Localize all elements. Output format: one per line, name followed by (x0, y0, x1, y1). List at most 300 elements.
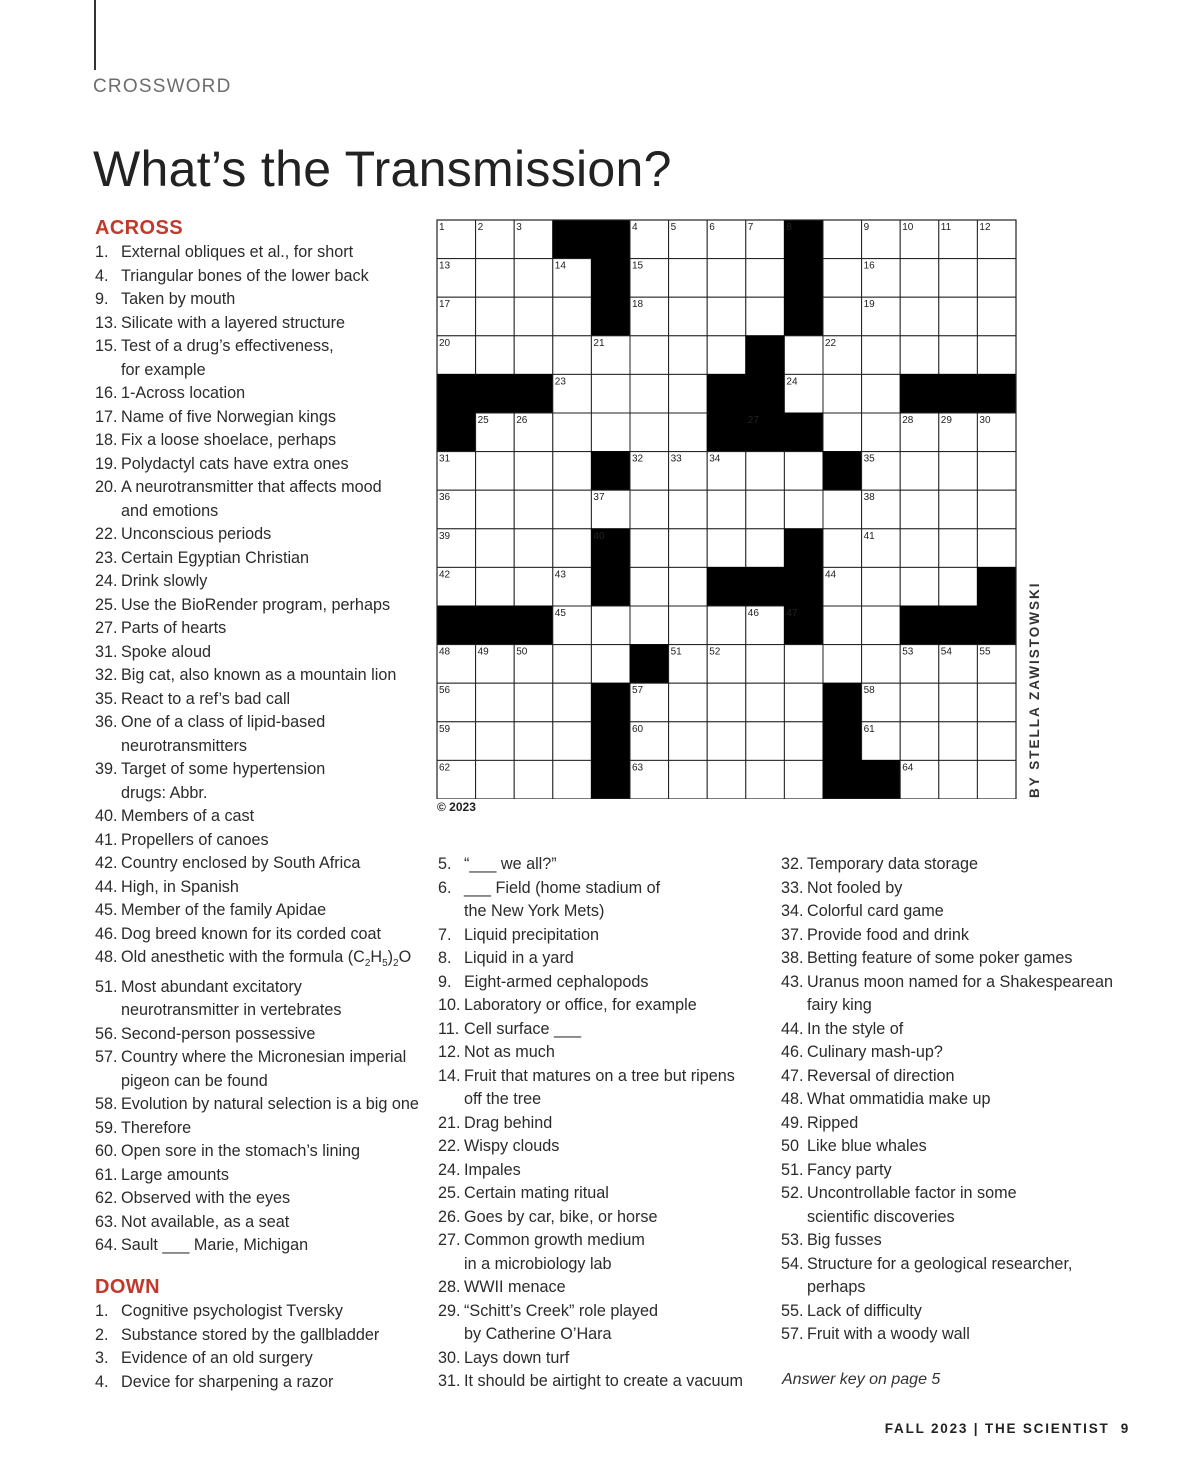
grid-cell[interactable] (553, 490, 592, 529)
grid-cell[interactable] (514, 760, 553, 799)
clue-text (807, 1041, 943, 1065)
clue-item (95, 641, 425, 665)
cell-number: 38 (863, 492, 875, 504)
clue-text (121, 406, 336, 430)
clue-line: Most abundant excitatory (121, 977, 302, 996)
cell-number: 58 (863, 685, 875, 697)
grid-cell[interactable] (862, 606, 901, 645)
grid-cell[interactable] (669, 297, 708, 336)
clue-item (781, 924, 1121, 948)
clue-text (121, 1234, 308, 1258)
clue-item (781, 947, 1121, 971)
clue-number: 37. (781, 925, 804, 944)
grid-block (514, 374, 553, 413)
clue-line: Certain Egyptian Christian (121, 548, 310, 567)
grid-cell[interactable] (476, 760, 515, 799)
section-kicker: CROSSWORD (93, 76, 232, 97)
grid-block (823, 683, 862, 722)
grid-cell[interactable] (669, 722, 708, 761)
grid-cell[interactable] (823, 490, 862, 529)
clue-text (807, 900, 944, 924)
across-clues (95, 241, 425, 1258)
grid-cell[interactable] (669, 259, 708, 298)
clue-number: 57. (781, 1325, 804, 1343)
clue-item (438, 994, 768, 1018)
grid-block (591, 259, 630, 298)
grid-cell[interactable] (746, 760, 785, 799)
clue-item (95, 852, 425, 876)
cell-number: 55 (979, 646, 991, 658)
grid-cell[interactable] (977, 722, 1016, 761)
grid-cell[interactable] (977, 683, 1016, 722)
clue-number: 28. (438, 1278, 461, 1296)
grid-cell[interactable] (476, 336, 515, 375)
clue-line: neurotransmitters (121, 736, 247, 755)
clue-item (95, 265, 425, 289)
clue-line: Provide food and drink (807, 925, 969, 944)
grid-cell[interactable] (784, 452, 823, 491)
grid-cell[interactable] (669, 490, 708, 529)
clue-item (95, 711, 425, 758)
cell-number: 2 (477, 222, 484, 233)
grid-cell[interactable] (553, 529, 592, 568)
clue-line: Ripped (807, 1113, 859, 1132)
grid-cell[interactable] (900, 490, 939, 529)
cell-number: 46 (747, 608, 759, 619)
clue-line: High, in Spanish (121, 877, 239, 896)
clue-number: 1. (95, 243, 109, 261)
cell-number: 17 (439, 299, 451, 311)
grid-cell[interactable] (939, 297, 978, 336)
clue-item (438, 1135, 768, 1159)
clue-number: 36. (95, 713, 118, 731)
cell-number: 62 (439, 762, 451, 774)
grid-cell[interactable] (977, 297, 1016, 336)
clue-text (121, 876, 239, 900)
clue-number: 4. (95, 266, 109, 285)
clue-item (438, 947, 768, 971)
cell-number: 29 (940, 415, 952, 426)
clue-text (807, 1112, 858, 1136)
clue-text (807, 947, 1072, 971)
clue-number: 53. (781, 1231, 804, 1249)
grid-cell[interactable] (630, 374, 669, 413)
grid-cell[interactable] (630, 567, 669, 606)
clue-line: React to a ref’s bad call (121, 689, 291, 708)
clue-item (438, 1206, 768, 1230)
clue-number: 46. (781, 1043, 804, 1061)
grid-block (977, 374, 1016, 413)
clue-text (121, 1023, 315, 1047)
clue-number: 50 (781, 1137, 800, 1155)
grid-cell[interactable] (476, 452, 515, 491)
grid-cell[interactable] (746, 490, 785, 529)
grid-cell[interactable] (476, 490, 515, 529)
cell-number: 26 (516, 415, 528, 426)
down-heading: DOWN (95, 1276, 160, 1298)
grid-cell[interactable] (707, 606, 746, 645)
cell-number: 40 (593, 530, 605, 542)
clue-text (121, 711, 325, 758)
grid-cell[interactable] (707, 722, 746, 761)
clue-item (781, 1229, 1121, 1253)
cell-number: 57 (632, 685, 644, 697)
clue-number: 39. (95, 760, 118, 778)
clue-text (464, 1018, 581, 1042)
clue-item (95, 1046, 425, 1093)
grid-cell[interactable] (669, 683, 708, 722)
grid-cell[interactable] (591, 606, 630, 645)
clue-text (464, 1229, 645, 1276)
grid-cell[interactable] (476, 259, 515, 298)
down-clues-col1 (95, 1300, 425, 1394)
grid-cell[interactable] (784, 683, 823, 722)
grid-cell[interactable] (900, 297, 939, 336)
grid-cell[interactable] (939, 683, 978, 722)
clue-number: 61. (95, 1165, 118, 1184)
clue-number: 20. (95, 478, 118, 496)
clue-number: 29. (438, 1301, 461, 1320)
cell-number: 64 (902, 762, 914, 774)
grid-cell[interactable] (784, 645, 823, 684)
clue-item (781, 1253, 1121, 1300)
grid-cell[interactable] (669, 606, 708, 645)
grid-cell[interactable] (669, 413, 708, 452)
grid-cell[interactable] (707, 490, 746, 529)
clue-text (121, 1093, 419, 1117)
grid-cell[interactable] (746, 722, 785, 761)
clue-number: 7. (438, 925, 452, 944)
clue-number: 9. (95, 290, 109, 308)
grid-cell[interactable] (553, 760, 592, 799)
cell-number: 52 (709, 646, 721, 658)
grid-block (900, 606, 939, 645)
grid-cell[interactable] (862, 413, 901, 452)
clue-number: 8. (438, 949, 452, 967)
cell-number: 1 (439, 222, 445, 233)
clue-number: 33. (781, 878, 804, 897)
grid-cell[interactable] (707, 259, 746, 298)
grid-cell[interactable] (746, 297, 785, 336)
grid-cell[interactable] (476, 567, 515, 606)
grid-cell[interactable] (553, 413, 592, 452)
clue-number: 25. (95, 595, 118, 614)
cell-number: 13 (439, 260, 451, 272)
clue-item (95, 946, 425, 976)
grid-cell[interactable] (900, 452, 939, 491)
grid-cell[interactable] (707, 760, 746, 799)
grid-cell[interactable] (630, 336, 669, 375)
grid-block (784, 413, 823, 452)
clue-line: Structure for a geological researcher, perhaps (807, 1254, 1077, 1296)
grid-cell[interactable] (862, 567, 901, 606)
grid-cell[interactable] (784, 490, 823, 529)
clue-text (121, 570, 207, 594)
clue-item (95, 1117, 425, 1141)
grid-cell[interactable] (939, 722, 978, 761)
grid-cell[interactable] (591, 374, 630, 413)
grid-cell[interactable] (977, 529, 1016, 568)
grid-cell[interactable] (707, 683, 746, 722)
grid-cell[interactable] (977, 336, 1016, 375)
clue-line: Old anesthetic with the formula $(C_2H_5)_2O$ (121, 948, 412, 970)
clue-number: 45. (95, 901, 118, 919)
grid-cell[interactable] (553, 336, 592, 375)
grid-cell[interactable] (977, 452, 1016, 491)
grid-cell[interactable] (630, 490, 669, 529)
grid-block (707, 374, 746, 413)
grid-cell[interactable] (514, 336, 553, 375)
clue-item (781, 971, 1121, 1018)
grid-cell[interactable] (553, 683, 592, 722)
clue-item (95, 547, 425, 571)
grid-cell[interactable] (939, 529, 978, 568)
grid-cell[interactable] (900, 683, 939, 722)
clue-number: 15. (95, 337, 118, 355)
clue-line: Lays down turf (464, 1348, 570, 1367)
cell-number: 27 (747, 415, 759, 426)
clue-item (781, 1112, 1121, 1136)
cell-number: 35 (863, 453, 875, 465)
clue-line: Sault ___ Marie, Michigan (121, 1236, 309, 1255)
answer-key-note: Answer key on page 5 (782, 1371, 941, 1388)
clue-number: 48. (781, 1090, 804, 1108)
clue-line: by Catherine O’Hara (464, 1325, 612, 1343)
cell-number: 15 (632, 260, 644, 272)
grid-cell[interactable] (784, 760, 823, 799)
clue-line: Evidence of an old surgery (121, 1349, 313, 1367)
clue-text (464, 1347, 569, 1371)
grid-cell[interactable] (823, 413, 862, 452)
grid-cell[interactable] (823, 259, 862, 298)
cell-number: 60 (632, 723, 644, 735)
clue-line: Betting feature of some poker games (807, 949, 1073, 967)
clue-item (438, 1370, 768, 1394)
grid-cell[interactable] (939, 259, 978, 298)
clue-number: 32. (95, 666, 118, 684)
grid-cell[interactable] (591, 645, 630, 684)
grid-cell[interactable] (900, 259, 939, 298)
clue-item (95, 1093, 425, 1117)
crossword-grid[interactable] (436, 219, 1018, 799)
grid-block (784, 529, 823, 568)
grid-block (977, 606, 1016, 645)
clue-number: 27. (95, 619, 118, 637)
grid-block (591, 567, 630, 606)
grid-cell[interactable] (784, 722, 823, 761)
clue-text (807, 1253, 1121, 1300)
grid-cell[interactable] (707, 297, 746, 336)
grid-cell[interactable] (823, 374, 862, 413)
clue-line: pigeon can be found (121, 1071, 268, 1090)
clue-text (121, 476, 382, 523)
clue-text (807, 1065, 955, 1089)
grid-cell[interactable] (514, 452, 553, 491)
clue-line: One of a class of lipid-based (121, 713, 326, 731)
grid-cell[interactable] (900, 336, 939, 375)
cell-number: 41 (863, 530, 875, 542)
grid-cell[interactable] (669, 374, 708, 413)
clue-text (121, 758, 325, 805)
clue-number: 63. (95, 1212, 118, 1231)
grid-cell[interactable] (862, 336, 901, 375)
clue-line: Use the BioRender program, perhaps (121, 595, 391, 614)
clue-item (95, 664, 425, 688)
grid-cell[interactable] (514, 297, 553, 336)
grid-cell[interactable] (514, 259, 553, 298)
grid-cell[interactable] (669, 760, 708, 799)
grid-cell[interactable] (784, 336, 823, 375)
grid-cell[interactable] (514, 529, 553, 568)
grid-cell[interactable] (746, 529, 785, 568)
grid-cell[interactable] (900, 567, 939, 606)
grid-cell[interactable] (977, 259, 1016, 298)
grid-block (823, 760, 862, 799)
clue-line: Substance stored by the gallbladder (121, 1325, 380, 1344)
grid-cell[interactable] (514, 722, 553, 761)
clue-number: 60. (95, 1142, 118, 1161)
clue-item (95, 805, 425, 829)
cell-number: 32 (632, 453, 644, 465)
clue-text (464, 994, 697, 1018)
grid-cell[interactable] (669, 567, 708, 606)
grid-block (476, 606, 515, 645)
grid-cell[interactable] (939, 760, 978, 799)
clue-text (807, 853, 978, 877)
down-clues-col3 (781, 853, 1121, 1347)
grid-cell[interactable] (823, 297, 862, 336)
clue-line: Member of the family Apidae (121, 901, 327, 919)
clue-text (121, 453, 349, 477)
grid-cell[interactable] (746, 645, 785, 684)
cell-number: 39 (439, 530, 451, 542)
clue-number: 51. (95, 977, 118, 996)
cell-number: 19 (863, 299, 875, 311)
cell-number: 51 (670, 646, 682, 658)
clue-number: 38. (781, 949, 804, 967)
clue-item (95, 923, 425, 947)
clue-item (95, 976, 425, 1023)
grid-cell[interactable] (823, 529, 862, 568)
clue-text (807, 1135, 927, 1159)
grid-cell[interactable] (669, 529, 708, 568)
grid-cell[interactable] (669, 336, 708, 375)
grid-block (939, 606, 978, 645)
clue-number: 47. (781, 1066, 804, 1085)
clue-text (121, 1371, 333, 1395)
grid-cell[interactable] (553, 645, 592, 684)
clue-line: Target of some hypertension (121, 760, 326, 778)
clue-number: 16. (95, 384, 118, 402)
grid-cell[interactable] (977, 760, 1016, 799)
grid-cell[interactable] (823, 645, 862, 684)
clue-item (438, 1112, 768, 1136)
clue-line: Eight-armed cephalopods (464, 972, 649, 991)
grid-cell[interactable] (746, 452, 785, 491)
clue-line: Not available, as a seat (121, 1212, 290, 1231)
grid-cell[interactable] (707, 336, 746, 375)
grid-block (746, 374, 785, 413)
cell-number: 25 (477, 415, 489, 426)
grid-cell[interactable] (823, 220, 862, 259)
clue-line: Impales (464, 1160, 521, 1179)
clue-line: Liquid in a yard (464, 949, 574, 967)
clue-line: ___ Field (home stadium of (464, 878, 661, 897)
clue-text (464, 853, 557, 877)
clue-line: “___ we all?” (464, 855, 557, 873)
grid-block (591, 452, 630, 491)
clue-item (438, 877, 768, 924)
grid-cell[interactable] (553, 297, 592, 336)
clue-item (95, 758, 425, 805)
clue-item (95, 617, 425, 641)
grid-cell[interactable] (514, 683, 553, 722)
grid-cell[interactable] (476, 722, 515, 761)
cell-number: 30 (979, 415, 991, 426)
grid-cell[interactable] (476, 529, 515, 568)
grid-cell[interactable] (939, 336, 978, 375)
clue-line: Lack of difficulty (807, 1301, 922, 1320)
grid-cell[interactable] (977, 490, 1016, 529)
grid-cell[interactable] (900, 529, 939, 568)
cell-number: 48 (439, 646, 451, 658)
grid-cell[interactable] (862, 645, 901, 684)
clue-item (781, 1041, 1121, 1065)
clue-line: Uncontrollable factor in some (807, 1184, 1017, 1202)
grid-cell[interactable] (591, 413, 630, 452)
clue-line: Unconscious periods (121, 525, 272, 543)
clue-item (781, 1182, 1121, 1229)
cell-number: 47 (786, 608, 798, 619)
clue-item (781, 1159, 1121, 1183)
clue-line: Country where the Micronesian imperial (121, 1048, 407, 1067)
cell-number: 9 (863, 222, 870, 233)
clue-item (95, 1300, 425, 1324)
grid-cell[interactable] (630, 606, 669, 645)
grid-cell[interactable] (746, 259, 785, 298)
grid-block (514, 606, 553, 645)
clue-number: 40. (95, 807, 118, 825)
grid-cell[interactable] (514, 490, 553, 529)
grid-cell[interactable] (630, 529, 669, 568)
clue-item (438, 971, 768, 995)
grid-cell[interactable] (746, 683, 785, 722)
clue-text (121, 1347, 313, 1371)
cell-number: 34 (709, 453, 721, 465)
grid-cell[interactable] (862, 374, 901, 413)
grid-cell[interactable] (553, 722, 592, 761)
clue-text (121, 617, 226, 641)
grid-cell[interactable] (823, 606, 862, 645)
cell-number: 28 (902, 415, 914, 426)
grid-cell[interactable] (630, 413, 669, 452)
grid-cell[interactable] (939, 567, 978, 606)
grid-cell[interactable] (939, 490, 978, 529)
grid-cell[interactable] (553, 452, 592, 491)
clue-line: Wispy clouds (464, 1137, 560, 1155)
grid-cell[interactable] (514, 567, 553, 606)
grid-cell[interactable] (476, 683, 515, 722)
clue-text (121, 1300, 343, 1324)
clue-item (95, 453, 425, 477)
clue-line: Members of a cast (121, 807, 255, 825)
cell-number: 11 (940, 222, 952, 233)
grid-cell[interactable] (900, 722, 939, 761)
grid-cell[interactable] (476, 297, 515, 336)
clue-number: 58. (95, 1095, 118, 1114)
grid-cell[interactable] (939, 452, 978, 491)
grid-cell[interactable] (707, 529, 746, 568)
